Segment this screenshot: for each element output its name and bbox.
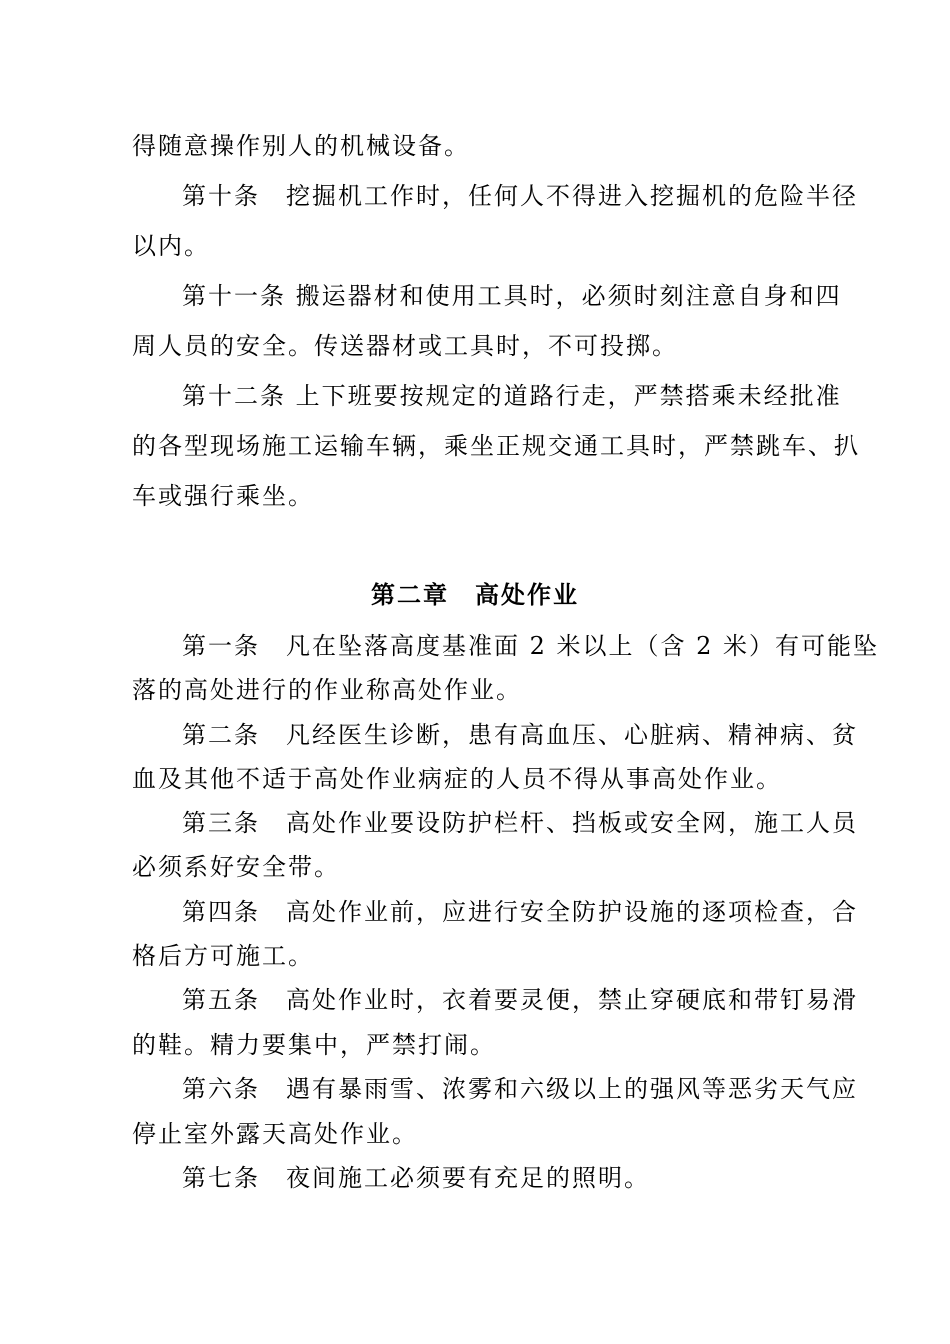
chapter-2-article-5-line-2: 的鞋。精力要集中，严禁打闹。 [132, 1031, 496, 1059]
article-11-line-2: 周人员的安全。传送器材或工具时，不可投掷。 [132, 332, 678, 360]
chapter-2-article-6-line-2: 停止室外露天高处作业。 [132, 1120, 418, 1148]
article-12-line-1: 第十二条 上下班要按规定的道路行走，严禁搭乘未经批准 [182, 382, 842, 410]
chapter-2-article-1-line-2: 落的高处进行的作业称高处作业。 [132, 676, 522, 704]
chapter-2-article-3-line-2: 必须系好安全带。 [132, 853, 340, 881]
chapter-2-article-2-line-2: 血及其他不适于高处作业病症的人员不得从事高处作业。 [132, 765, 782, 793]
chapter-2-article-4-line-2: 格后方可施工。 [132, 942, 314, 970]
chapter-2-article-2-line-1: 第二条 凡经医生诊断，患有高血压、心脏病、精神病、贫 [182, 721, 858, 749]
text-line: 得随意操作别人的机械设备。 [132, 132, 470, 160]
chapter-2-article-5-line-1: 第五条 高处作业时，衣着要灵便，禁止穿硬底和带钉易滑 [182, 986, 858, 1014]
chapter-2-article-3-line-1: 第三条 高处作业要设防护栏杆、挡板或安全网，施工人员 [182, 809, 858, 837]
article-10-line-1: 第十条 挖掘机工作时，任何人不得进入挖掘机的危险半径 [182, 182, 858, 210]
chapter-2-article-7-line-1: 第七条 夜间施工必须要有充足的照明。 [182, 1164, 650, 1192]
chapter-2-article-6-line-1: 第六条 遇有暴雨雪、浓雾和六级以上的强风等恶劣天气应 [182, 1075, 858, 1103]
chapter-2-article-4-line-1: 第四条 高处作业前，应进行安全防护设施的逐项检查，合 [182, 898, 858, 926]
article-11-line-1: 第十一条 搬运器材和使用工具时，必须时刻注意自身和四 [182, 282, 842, 310]
chapter-2-article-1-line-1: 第一条 凡在坠落高度基准面 2 米以上（含 2 米）有可能坠 [182, 632, 880, 660]
article-10-line-2: 以内。 [132, 232, 210, 260]
chapter-title: 第二章 高处作业 [371, 580, 579, 609]
article-12-line-2: 的各型现场施工运输车辆，乘坐正规交通工具时，严禁跳车、扒 [132, 432, 860, 460]
article-12-line-3: 车或强行乘坐。 [132, 482, 314, 510]
